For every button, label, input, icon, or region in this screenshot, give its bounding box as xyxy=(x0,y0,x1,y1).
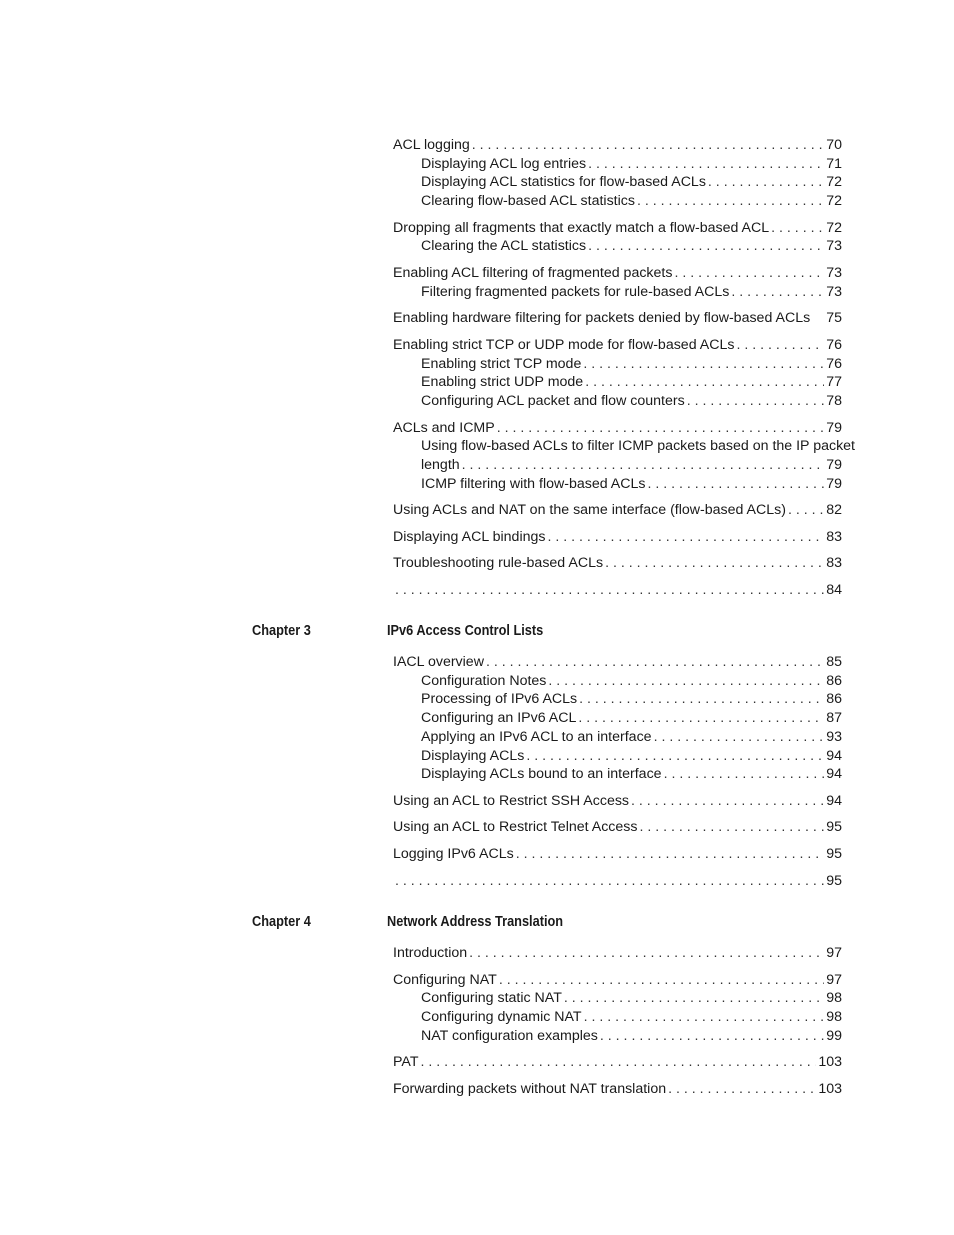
toc-page-number: 73 xyxy=(826,283,842,300)
toc-group xyxy=(393,653,842,784)
dot-leader xyxy=(564,989,824,1008)
toc-entry-title: Logging IPv6 ACLs xyxy=(393,846,514,862)
toc-entry[interactable] xyxy=(393,309,842,328)
toc-page-number: 76 xyxy=(826,355,842,372)
toc-entry-title: Configuring ACL packet and flow counters xyxy=(421,393,685,409)
dot-leader xyxy=(639,818,824,837)
dot-leader xyxy=(547,528,824,547)
toc-entry-title: Clearing the ACL statistics xyxy=(421,238,587,255)
toc-page-number: 77 xyxy=(826,374,842,391)
toc-entry[interactable] xyxy=(393,392,842,411)
dot-leader xyxy=(605,554,824,573)
toc-page-number: 94 xyxy=(826,766,842,783)
dot-leader xyxy=(687,392,825,411)
toc-entry-title: Forwarding packets without NAT translation xyxy=(393,1080,667,1097)
dot-leader xyxy=(486,653,824,672)
toc-page-number: 103 xyxy=(818,1080,842,1097)
toc-entry[interactable] xyxy=(393,581,842,600)
toc-group xyxy=(393,501,842,520)
dot-leader xyxy=(647,475,824,494)
toc-entry[interactable] xyxy=(393,155,842,174)
toc-entry-title: Using an ACL to Restrict Telnet Access xyxy=(393,819,638,836)
toc-page-number: 97 xyxy=(826,971,842,988)
dot-leader xyxy=(788,501,824,520)
toc-page-number: 87 xyxy=(826,710,842,727)
toc-entry[interactable] xyxy=(393,456,842,475)
toc-group xyxy=(393,1080,842,1099)
toc-entry[interactable] xyxy=(393,989,842,1008)
toc-group xyxy=(393,554,842,573)
toc-page-number: 95 xyxy=(826,872,842,889)
toc-page-number: 95 xyxy=(826,846,842,862)
toc-entry[interactable] xyxy=(393,1027,842,1046)
toc-page-number: 86 xyxy=(826,691,842,708)
toc-entry[interactable] xyxy=(393,747,842,766)
chapter-label: Chapter 3 xyxy=(252,623,311,639)
toc-entry[interactable] xyxy=(393,690,842,709)
toc-group xyxy=(393,971,842,1046)
dot-leader xyxy=(736,336,824,355)
toc-entry[interactable] xyxy=(393,475,842,494)
toc-entry-title: Displaying ACLs xyxy=(421,747,525,764)
toc-entry[interactable] xyxy=(393,528,842,547)
toc-entry[interactable] xyxy=(393,728,842,747)
toc-page-number: 75 xyxy=(826,310,842,327)
toc-section xyxy=(393,136,855,600)
dot-leader xyxy=(771,219,824,238)
toc-entry-title: Introduction xyxy=(393,945,468,961)
toc-entry[interactable] xyxy=(393,709,842,728)
toc-entry-title: ACL logging xyxy=(393,137,470,153)
toc-page-number: 73 xyxy=(826,238,842,255)
toc-page-number: 103 xyxy=(818,1054,842,1071)
toc-entry[interactable] xyxy=(393,419,842,438)
toc-entry-title: Enabling strict UDP mode xyxy=(421,374,584,391)
toc-page-number: 94 xyxy=(826,747,842,764)
dot-leader xyxy=(395,872,824,891)
dot-leader xyxy=(516,845,825,864)
toc-entry-title: Enabling strict TCP or UDP mode for flow-based ACLs xyxy=(393,336,735,353)
toc-page-number: 83 xyxy=(826,555,842,572)
dot-leader xyxy=(637,192,824,211)
toc-entry[interactable] xyxy=(393,173,842,192)
toc-group xyxy=(393,309,842,328)
toc-entry-title: IACL overview xyxy=(393,654,484,670)
toc-entry-title-line: Using flow-based ACLs to filter ICMP packets based on the IP packet xyxy=(421,438,855,455)
toc-entry[interactable] xyxy=(393,944,842,963)
toc-entry-title: Enabling hardware filtering for packets denied by flow-based ACLs xyxy=(393,310,811,327)
dot-leader xyxy=(472,136,824,155)
toc-entry-title: Filtering fragmented packets for rule-based ACLs xyxy=(421,283,730,300)
toc-page-number: 72 xyxy=(826,174,842,191)
toc-page-number: 78 xyxy=(826,393,842,409)
dot-leader xyxy=(499,971,824,990)
dot-leader xyxy=(578,709,824,728)
toc-entry-title: Configuring static NAT xyxy=(421,990,562,1007)
toc-page-number: 72 xyxy=(826,193,842,210)
toc-entry[interactable] xyxy=(393,1053,842,1072)
toc-entry-title: Troubleshooting rule-based ACLs xyxy=(393,555,604,572)
toc-entry[interactable] xyxy=(393,192,842,211)
toc-group xyxy=(393,136,842,211)
toc-page-number: 70 xyxy=(826,137,842,153)
toc-entry-title: length xyxy=(421,457,460,473)
toc-entry[interactable] xyxy=(393,136,842,155)
dot-leader xyxy=(708,173,824,192)
toc-entry-title: ACLs and ICMP xyxy=(393,419,495,436)
toc-group xyxy=(393,845,842,864)
chapter-title: IPv6 Access Control Lists xyxy=(387,623,544,639)
toc-group xyxy=(393,419,855,494)
toc-entry[interactable] xyxy=(393,264,842,283)
chapter-title: Network Address Translation xyxy=(387,914,564,930)
toc-entry-title: PAT xyxy=(393,1054,419,1071)
dot-leader xyxy=(731,283,824,302)
toc-group xyxy=(393,818,842,837)
toc-entry[interactable] xyxy=(393,283,842,302)
toc-entry-title: Displaying ACL bindings xyxy=(393,528,546,545)
toc-group xyxy=(393,264,842,301)
toc-entry-title: Using ACLs and NAT on the same interface (flow-based ACLs) xyxy=(393,502,786,519)
toc-entry[interactable] xyxy=(393,1080,842,1099)
toc-entry[interactable] xyxy=(393,355,842,374)
toc-group xyxy=(393,219,842,256)
toc-entry-title: Displaying ACLs bound to an interface xyxy=(421,766,662,783)
toc-entry[interactable] xyxy=(393,765,842,784)
dot-leader xyxy=(584,1008,825,1027)
dot-leader xyxy=(548,672,824,691)
toc-page-number: 98 xyxy=(826,990,842,1007)
toc-entry-title: Dropping all fragments that exactly match a flow-based ACL xyxy=(393,219,770,236)
toc-page-number: 97 xyxy=(826,945,842,961)
toc-entry[interactable] xyxy=(393,501,842,520)
dot-leader xyxy=(654,728,825,747)
toc-page-number: 85 xyxy=(826,654,842,670)
toc-group xyxy=(393,872,842,891)
toc-entry-title: Applying an IPv6 ACL to an interface xyxy=(421,728,652,745)
toc-page-number: 79 xyxy=(826,419,842,436)
toc-entry[interactable] xyxy=(393,554,842,573)
dot-leader xyxy=(526,747,824,766)
toc-entry[interactable] xyxy=(393,845,842,864)
toc-group xyxy=(393,336,842,411)
toc-entry-title: Displaying ACL statistics for flow-based ACLs xyxy=(421,174,706,191)
dot-leader xyxy=(395,581,824,600)
toc-page-number: 79 xyxy=(826,457,842,473)
toc-page-number: 93 xyxy=(826,728,842,745)
toc-entry[interactable] xyxy=(393,818,842,837)
toc-entry-title: ICMP filtering with flow-based ACLs xyxy=(421,475,646,492)
toc-page-number: 71 xyxy=(826,155,842,172)
dot-leader xyxy=(631,792,824,811)
toc-entry-title: Enabling strict TCP mode xyxy=(421,355,582,372)
toc-page-number: 99 xyxy=(826,1027,842,1044)
toc-entry[interactable] xyxy=(393,971,842,990)
chapter-label: Chapter 4 xyxy=(252,914,311,930)
toc-entry[interactable] xyxy=(393,336,842,355)
toc-entry-title: Processing of IPv6 ACLs xyxy=(421,691,578,708)
toc-entry-title: Configuring an IPv6 ACL xyxy=(421,710,577,727)
toc-entry[interactable] xyxy=(393,219,842,238)
toc-entry[interactable] xyxy=(393,653,842,672)
toc-page-number: 76 xyxy=(826,336,842,353)
toc-group xyxy=(393,792,842,811)
toc-entry[interactable] xyxy=(393,373,842,392)
toc-page-number: 86 xyxy=(826,672,842,689)
dot-leader xyxy=(469,944,824,963)
toc-page-number: 79 xyxy=(826,475,842,492)
toc-entry-title: Enabling ACL filtering of fragmented packets xyxy=(393,265,673,281)
toc-entry[interactable] xyxy=(393,1008,842,1027)
toc-page-number: 84 xyxy=(826,582,842,599)
dot-leader xyxy=(588,237,824,256)
toc-entry[interactable] xyxy=(393,872,842,891)
dot-leader xyxy=(668,1080,816,1099)
toc-entry-title: Using an ACL to Restrict SSH Access xyxy=(393,792,630,809)
toc-section xyxy=(393,944,842,1099)
toc-entry[interactable] xyxy=(393,792,842,811)
dot-leader xyxy=(600,1027,824,1046)
toc-section xyxy=(393,653,842,890)
dot-leader xyxy=(497,419,825,438)
toc-page-number: 98 xyxy=(826,1009,842,1025)
dot-leader xyxy=(462,456,825,475)
dot-leader xyxy=(674,264,824,283)
toc-entry-title: NAT configuration examples xyxy=(421,1027,598,1044)
dot-leader xyxy=(583,355,824,374)
toc-group xyxy=(393,528,842,547)
dot-leader xyxy=(579,690,824,709)
dot-leader xyxy=(420,1053,816,1072)
toc-entry-title: Configuration Notes xyxy=(421,672,547,689)
toc-page-number: 83 xyxy=(826,528,842,545)
dot-leader xyxy=(588,155,824,174)
toc-entry[interactable] xyxy=(393,672,842,691)
toc-page-number: 72 xyxy=(826,219,842,236)
toc-page-number: 94 xyxy=(826,792,842,809)
toc-group xyxy=(393,581,842,600)
toc-entry-title: Configuring dynamic NAT xyxy=(421,1009,582,1025)
toc-entry-title: Clearing flow-based ACL statistics xyxy=(421,193,635,210)
toc-page-number: 73 xyxy=(826,265,842,281)
toc-group xyxy=(393,944,842,963)
toc-entry-title: Displaying ACL log entries xyxy=(421,155,587,172)
dot-leader xyxy=(585,373,824,392)
toc-entry-title: Configuring NAT xyxy=(393,971,497,988)
toc-page-number: 95 xyxy=(826,819,842,836)
toc-entry[interactable] xyxy=(393,237,842,256)
toc-page-number: 82 xyxy=(826,502,842,519)
dot-leader xyxy=(664,765,825,784)
toc-group xyxy=(393,1053,842,1072)
